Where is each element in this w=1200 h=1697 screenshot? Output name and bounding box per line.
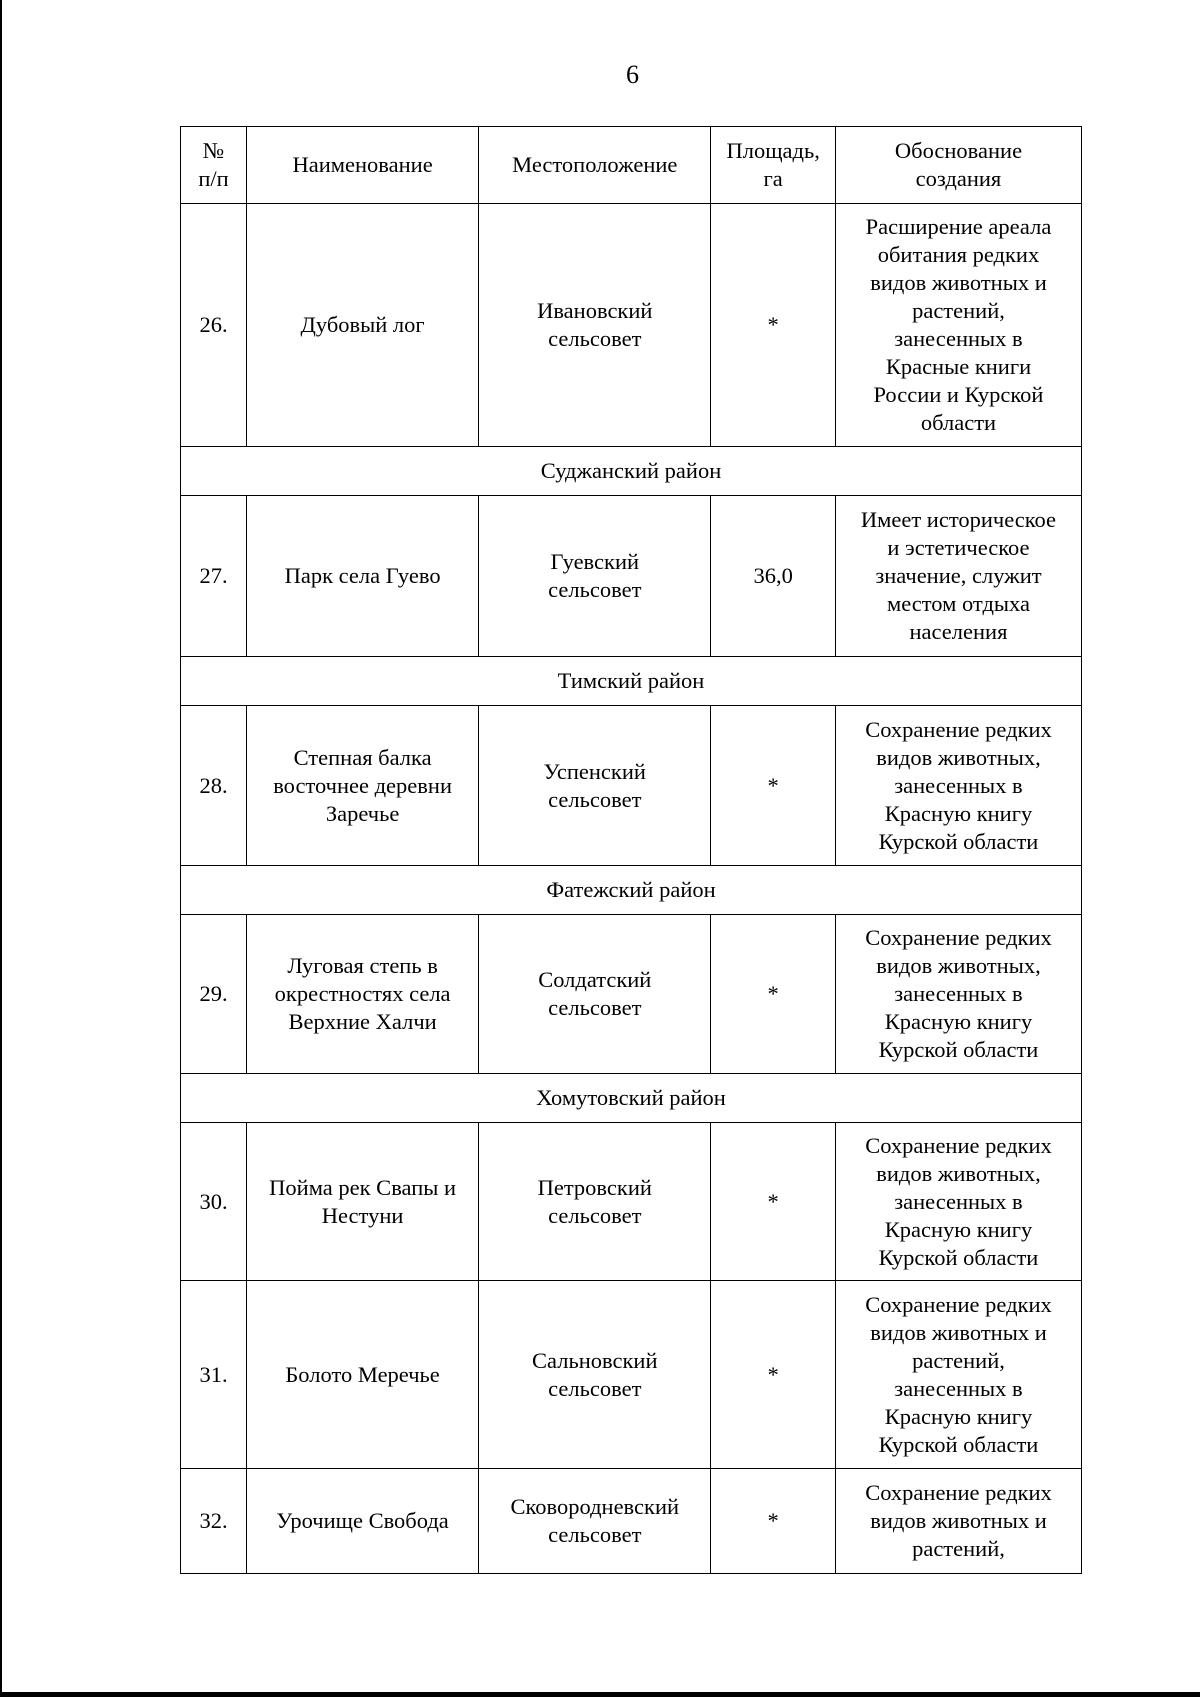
row-number: 28.	[181, 706, 247, 866]
table-row	[181, 1123, 1082, 1281]
table-row	[181, 706, 1082, 866]
row-basis: Сохранение редких видов животных и растений, занесенных в Красную книгу Курской области	[835, 1281, 1081, 1469]
district-row	[181, 1074, 1082, 1123]
row-basis: Имеет историческое и эстетическое значение, служит местом отдыха населения	[835, 496, 1081, 657]
table-row	[181, 1469, 1082, 1574]
row-name: Пойма рек Свапы и Нестуни	[247, 1123, 479, 1281]
row-location: Сальновский сельсовет	[479, 1281, 711, 1469]
protected-areas-table	[180, 126, 1082, 1574]
header-area: Площадь, га	[711, 127, 836, 204]
row-area: 36,0	[711, 496, 836, 657]
row-location: Сковородневский сельсовет	[479, 1469, 711, 1574]
row-location: Успенский сельсовет	[479, 706, 711, 866]
row-basis: Сохранение редких видов животных, занесенных в Красную книгу Курской области	[835, 1123, 1081, 1281]
row-name: Дубовый лог	[247, 204, 479, 447]
row-area: *	[711, 1281, 836, 1469]
row-area: *	[711, 1469, 836, 1574]
district-row	[181, 447, 1082, 496]
district-title: Тимский район	[181, 657, 1082, 706]
row-name: Болото Меречье	[247, 1281, 479, 1469]
header-num: № п/п	[181, 127, 247, 204]
row-basis: Сохранение редких видов животных и растений,	[835, 1469, 1081, 1574]
table-row	[181, 496, 1082, 657]
row-area: *	[711, 706, 836, 866]
scan-edge-bottom	[0, 1692, 1200, 1697]
district-title: Хомутовский район	[181, 1074, 1082, 1123]
district-title: Фатежский район	[181, 866, 1082, 915]
row-location: Солдатский сельсовет	[479, 915, 711, 1074]
row-name: Урочище Свобода	[247, 1469, 479, 1574]
row-location: Гуевский сельсовет	[479, 496, 711, 657]
table-row	[181, 204, 1082, 447]
row-location: Петровский сельсовет	[479, 1123, 711, 1281]
row-number: 26.	[181, 204, 247, 447]
row-name: Парк села Гуево	[247, 496, 479, 657]
row-area: *	[711, 204, 836, 447]
row-location: Ивановский сельсовет	[479, 204, 711, 447]
row-number: 30.	[181, 1123, 247, 1281]
row-name: Степная балка восточнее деревни Заречье	[247, 706, 479, 866]
header-name: Наименование	[247, 127, 479, 204]
table-row	[181, 915, 1082, 1074]
district-row	[181, 866, 1082, 915]
row-area: *	[711, 915, 836, 1074]
row-basis: Сохранение редких видов животных, занесенных в Красную книгу Курской области	[835, 915, 1081, 1074]
row-basis: Расширение ареала обитания редких видов животных и растений, занесенных в Красные книги России и Курской области	[835, 204, 1081, 447]
row-basis: Сохранение редких видов животных, занесенных в Красную книгу Курской области	[835, 706, 1081, 866]
table-row	[181, 1281, 1082, 1469]
header-location: Местоположение	[479, 127, 711, 204]
district-title: Суджанский район	[181, 447, 1082, 496]
scan-edge-left	[0, 0, 2, 1697]
row-number: 32.	[181, 1469, 247, 1574]
table-header-row	[181, 127, 1082, 204]
page-number: 6	[626, 60, 639, 89]
district-row	[181, 657, 1082, 706]
header-basis: Обоснование создания	[835, 127, 1081, 204]
row-number: 31.	[181, 1281, 247, 1469]
row-area: *	[711, 1123, 836, 1281]
row-number: 29.	[181, 915, 247, 1074]
row-name: Луговая степь в окрестностях села Верхние Халчи	[247, 915, 479, 1074]
row-number: 27.	[181, 496, 247, 657]
